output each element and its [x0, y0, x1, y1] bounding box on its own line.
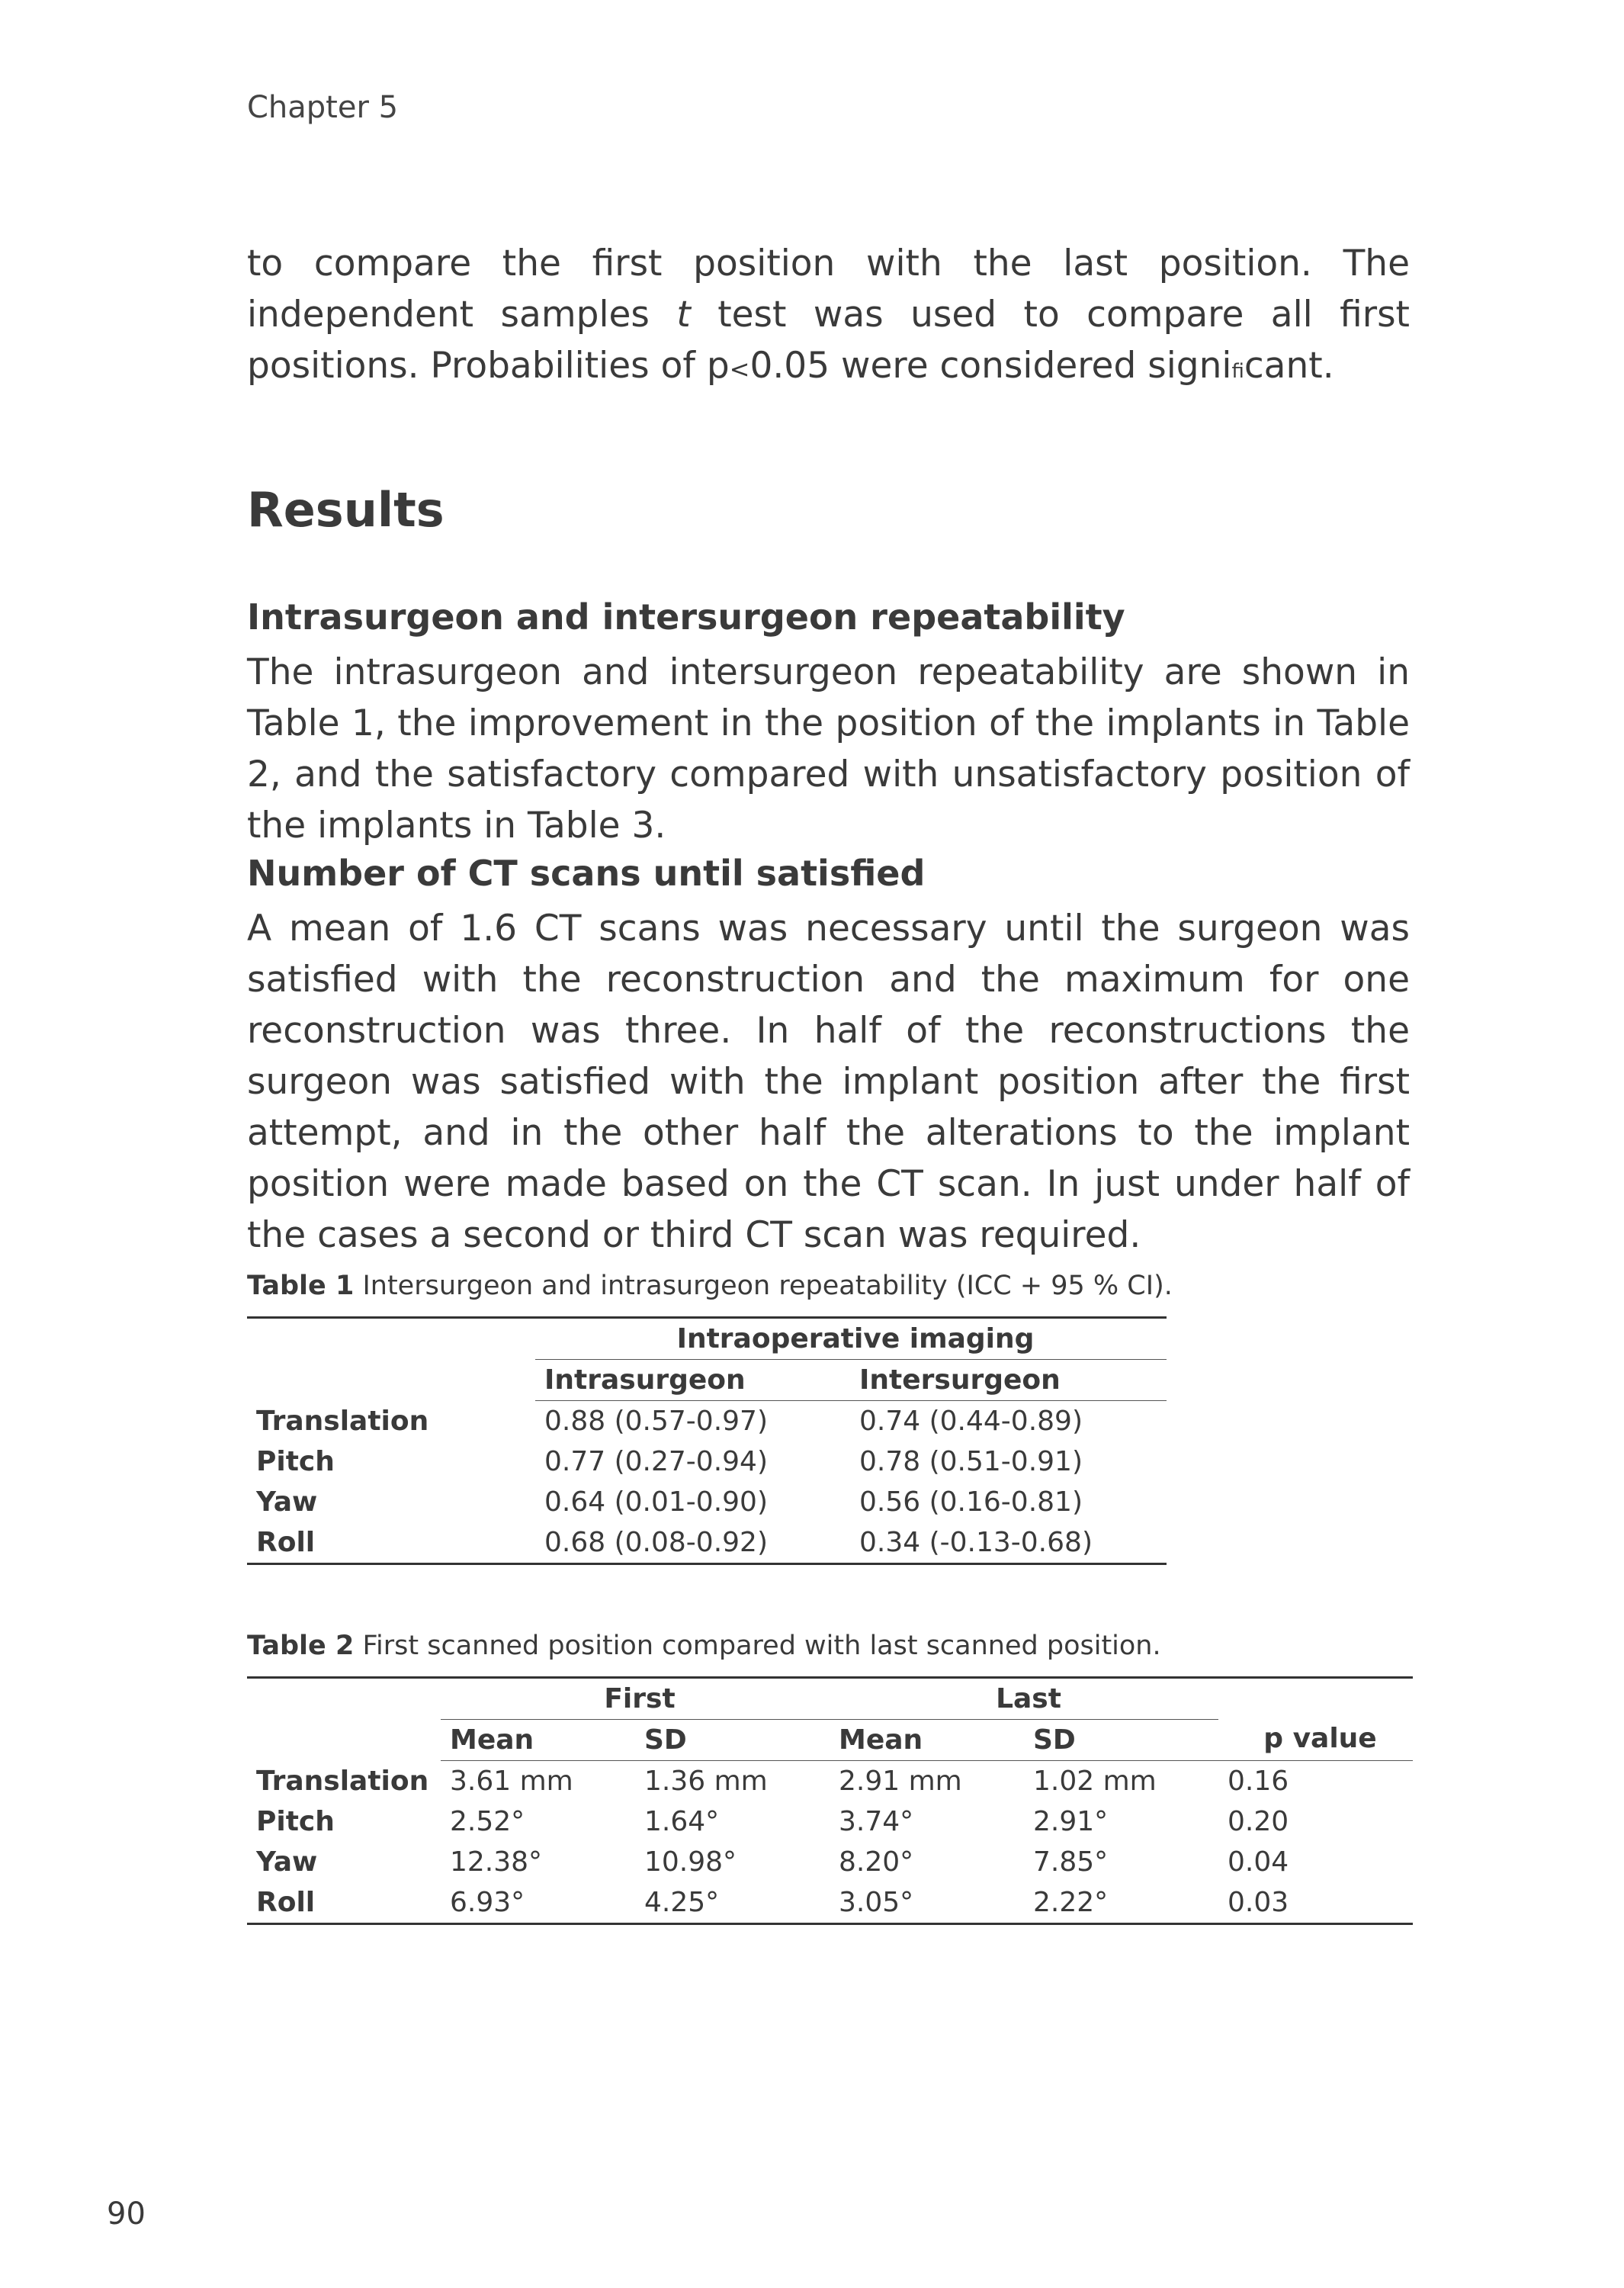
table1-group-header-row [247, 1318, 1167, 1360]
table-cell: 2.91 mm [839, 1766, 962, 1797]
row-label: Pitch [256, 1806, 335, 1837]
table-cell: 1.02 mm [1033, 1766, 1157, 1797]
table2-group-first: First [441, 1678, 830, 1720]
table2-caption-label: Table 2 [247, 1631, 355, 1661]
table1-caption-label: Table 1 [247, 1271, 355, 1301]
table-cell: 6.93° [450, 1887, 525, 1918]
page-number: 90 [107, 2196, 146, 2232]
table-cell: 2.52° [450, 1806, 525, 1837]
table2-caption [247, 1631, 1161, 1661]
table-cell: 0.74 (0.44-0.89) [859, 1406, 1083, 1437]
table-cell: 2.22° [1033, 1887, 1109, 1918]
table-cell: 3.05° [839, 1887, 914, 1918]
table-row [247, 1441, 1167, 1482]
less-than-symbol: < [729, 355, 750, 384]
intro-text-2: test was used to compare all first positions. Probabilities of [247, 294, 1410, 387]
table-cell: 1.36 mm [644, 1766, 768, 1797]
table-cell: 0.04 [1228, 1846, 1289, 1878]
intro-text-1: to compare the first position with the last position. The independent samples [247, 243, 1410, 336]
table-cell: 10.98° [644, 1846, 737, 1878]
table2-group-header-row [247, 1678, 1413, 1720]
table1-caption-text: Intersurgeon and intrasurgeon repeatability (ICC + 95 % CI). [354, 1271, 1173, 1301]
table-cell: 4.25° [644, 1887, 720, 1918]
table-cell: 0.78 (0.51-0.91) [859, 1446, 1083, 1477]
table1-column-header-row [247, 1360, 1167, 1401]
table2-col-last-sd: SD [1024, 1720, 1218, 1761]
table2-col-first-sd: SD [635, 1720, 830, 1761]
table-row [247, 1882, 1413, 1924]
section1-paragraph: The intrasurgeon and intersurgeon repeatability are shown in Table 1, the improvement in the position of the implants in Table 2, and the satisfactory compared with unsatisfactory position of the implants in Table 3. [247, 651, 1410, 847]
row-label: Yaw [256, 1486, 318, 1518]
row-label: Translation [256, 1405, 429, 1437]
table-row [247, 1801, 1413, 1842]
row-label: Translation [256, 1765, 429, 1797]
table-cell: 0.77 (0.27-0.94) [544, 1446, 768, 1477]
table-cell: 7.85° [1033, 1846, 1109, 1878]
table2-col-first-mean: Mean [441, 1720, 635, 1761]
table-cell: 0.34 (-0.13-0.68) [859, 1527, 1093, 1558]
row-label: Roll [256, 1527, 316, 1558]
table-row [247, 1761, 1413, 1802]
intro-text-3: 0.05 were considered signi [749, 345, 1232, 387]
table1-col-intersurgeon: Intersurgeon [850, 1360, 1167, 1401]
row-label: Pitch [256, 1446, 335, 1477]
table2-group-last: Last [830, 1678, 1218, 1720]
table1-col-intrasurgeon: Intrasurgeon [535, 1360, 850, 1401]
table-row [247, 1401, 1167, 1442]
table-cell: 3.61 mm [450, 1766, 573, 1797]
table-cell: 0.16 [1228, 1766, 1289, 1797]
table-cell: 0.03 [1228, 1887, 1289, 1918]
results-heading: Results [247, 482, 445, 538]
section1-heading: Intrasurgeon and intersurgeon repeatability [247, 596, 1125, 638]
table2-caption-text: First scanned position compared with last scanned position. [354, 1631, 1161, 1661]
table1-caption [247, 1271, 1173, 1301]
running-head: Chapter 5 [247, 90, 399, 125]
table-cell: 0.68 (0.08-0.92) [544, 1527, 768, 1558]
t-symbol: t [676, 294, 691, 336]
table-cell: 12.38° [450, 1846, 543, 1878]
table-cell: 0.20 [1228, 1806, 1289, 1837]
fi-ligature: fi [1231, 360, 1244, 383]
table-row [247, 1482, 1167, 1522]
intro-text-4: cant. [1244, 345, 1334, 387]
section2-paragraph: A mean of 1.6 CT scans was necessary until the surgeon was satisfied with the reconstruction and the maximum for one reconstruction was three. In half of the reconstructions the surgeon was satisfied with the implant position after the first attempt, and in the other half the alterations to the implant position were made based on the CT scan. In just under half of the cases a second or third CT scan was required. [247, 908, 1410, 1256]
table1 [247, 1316, 1167, 1565]
intro-paragraph [247, 238, 1410, 397]
table2-col-last-mean: Mean [830, 1720, 1024, 1761]
row-label: Roll [256, 1887, 316, 1918]
table-cell: 2.91° [1033, 1806, 1109, 1837]
table-cell: 0.88 (0.57-0.97) [544, 1406, 768, 1437]
table-cell: 1.64° [644, 1806, 720, 1837]
row-label: Yaw [256, 1846, 318, 1878]
table1-group-header: Intraoperative imaging [535, 1318, 1167, 1360]
table2-col-pvalue: p value [1218, 1678, 1413, 1761]
section2-heading: Number of CT scans until satisfied [247, 853, 926, 894]
table-cell: 0.56 (0.16-0.81) [859, 1486, 1083, 1518]
table-cell: 3.74° [839, 1806, 914, 1837]
table-cell: 8.20° [839, 1846, 914, 1878]
table-row [247, 1842, 1413, 1882]
p-symbol: p [706, 345, 730, 387]
table-cell: 0.64 (0.01-0.90) [544, 1486, 768, 1518]
table-row [247, 1522, 1167, 1564]
table2 [247, 1676, 1413, 1925]
